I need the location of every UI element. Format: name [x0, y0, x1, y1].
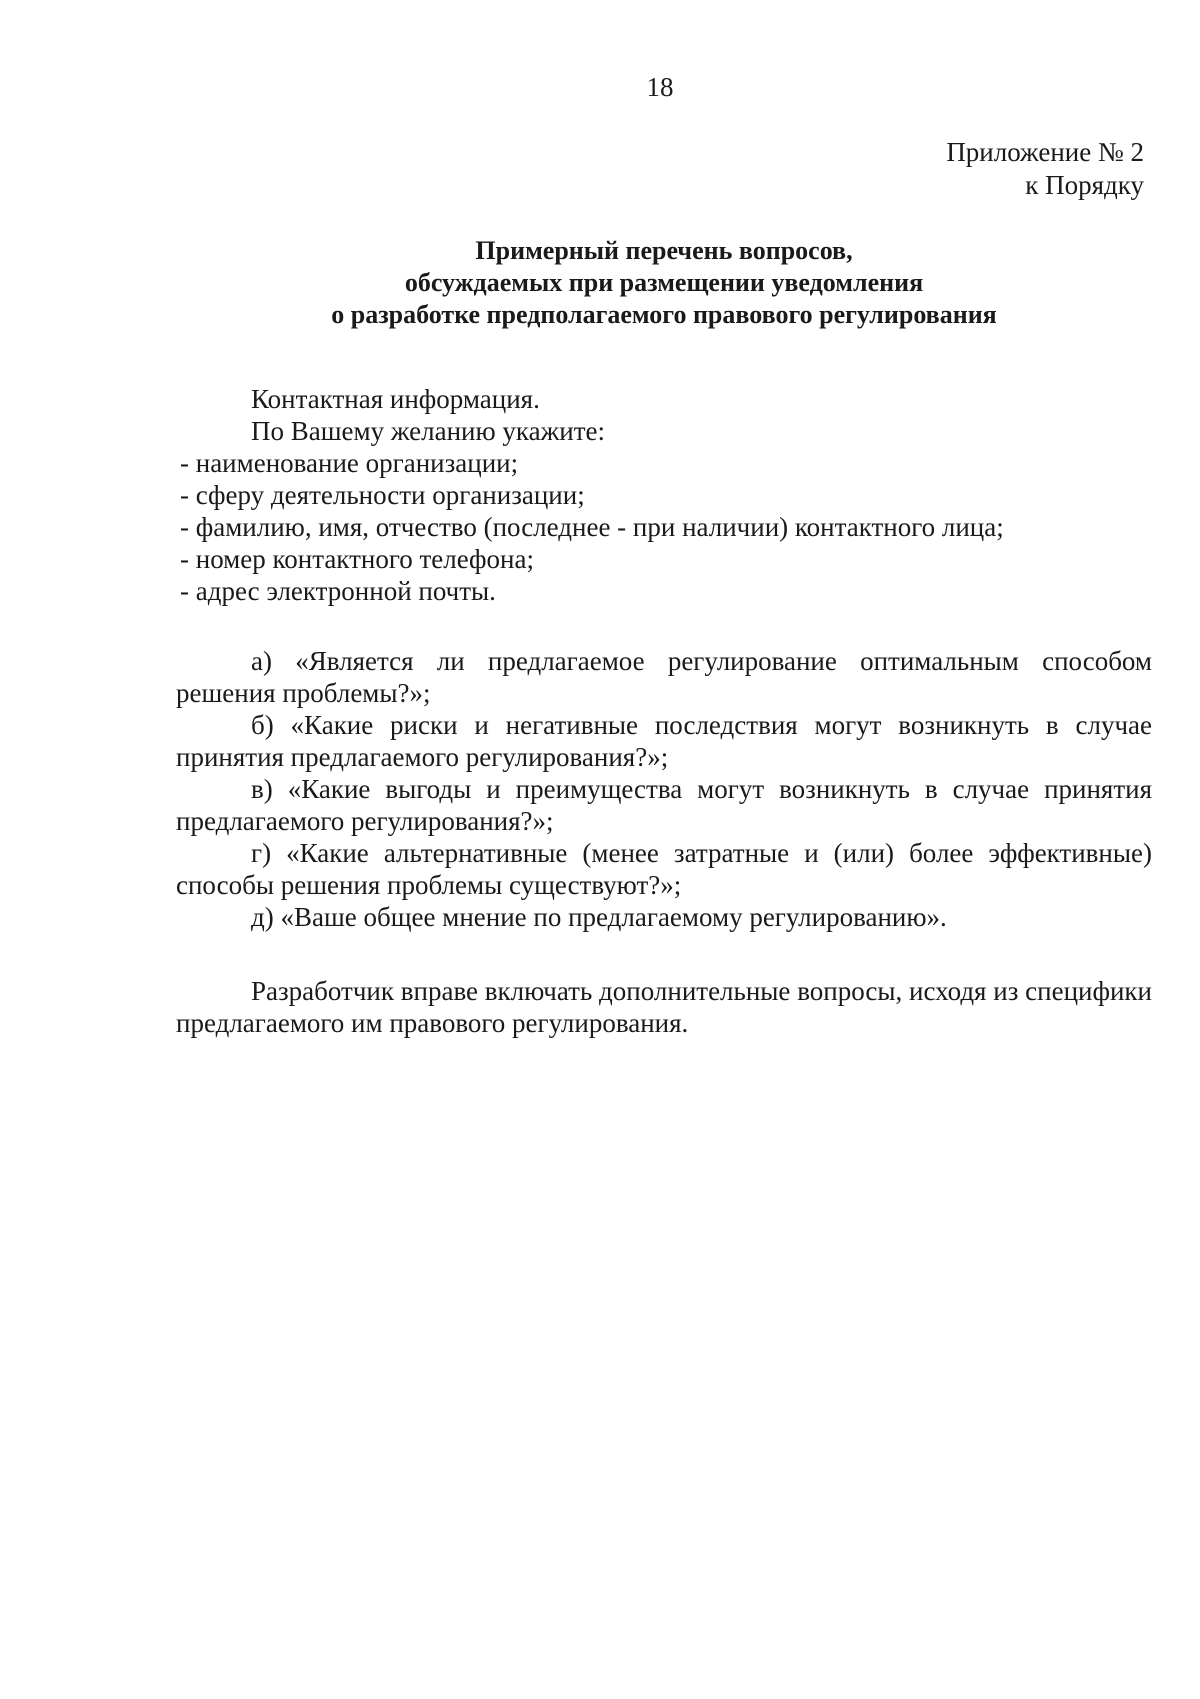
question-a: а) «Является ли предлагаемое регулирование оптимальным способом решения проблемы?»; [176, 646, 1152, 708]
contact-item: - номер контактного телефона; [180, 544, 534, 574]
question-v: в) «Какие выгоды и преимущества могут возникнуть в случае принятия предлагаемого регулирования?»; [176, 774, 1152, 836]
question-d: д) «Ваше общее мнение по предлагаемому регулированию». [251, 902, 947, 932]
title-line-1: Примерный перечень вопросов, [475, 236, 853, 265]
closing-paragraph [176, 975, 1152, 1039]
contact-heading: Контактная информация. [251, 384, 540, 414]
contact-item: - наименование организации; [180, 448, 519, 478]
question-g: г) «Какие альтернативные (менее затратные и (или) более эффективные) способы решения проблемы существуют?»; [176, 838, 1152, 900]
contact-item: - сферу деятельности организации; [180, 480, 585, 510]
closing-text: Разработчик вправе включать дополнительные вопросы, исходя из специфики предлагаемого им правового регулирования. [176, 976, 1152, 1038]
appendix-reference [946, 136, 1144, 202]
title-line-2: обсуждаемых при размещении уведомления [404, 268, 924, 297]
contact-item: - фамилию, имя, отчество (последнее - при наличии) контактного лица; [180, 512, 1004, 542]
document-title [176, 235, 1152, 331]
title-line-3: о разработке предполагаемого правового регулирования [331, 300, 997, 329]
contact-item: - адрес электронной почты. [180, 576, 496, 606]
contact-intro: По Вашему желанию укажите: [251, 416, 605, 446]
appendix-target: к Порядку [1025, 170, 1144, 200]
appendix-number: Приложение № 2 [946, 137, 1144, 167]
question-b: б) «Какие риски и негативные последствия могут возникнуть в случае принятия предлагаемого регулирования?»; [176, 710, 1152, 772]
contact-info-section [176, 383, 1152, 607]
page-number: 18 [646, 72, 674, 102]
questions-list [176, 645, 1152, 933]
